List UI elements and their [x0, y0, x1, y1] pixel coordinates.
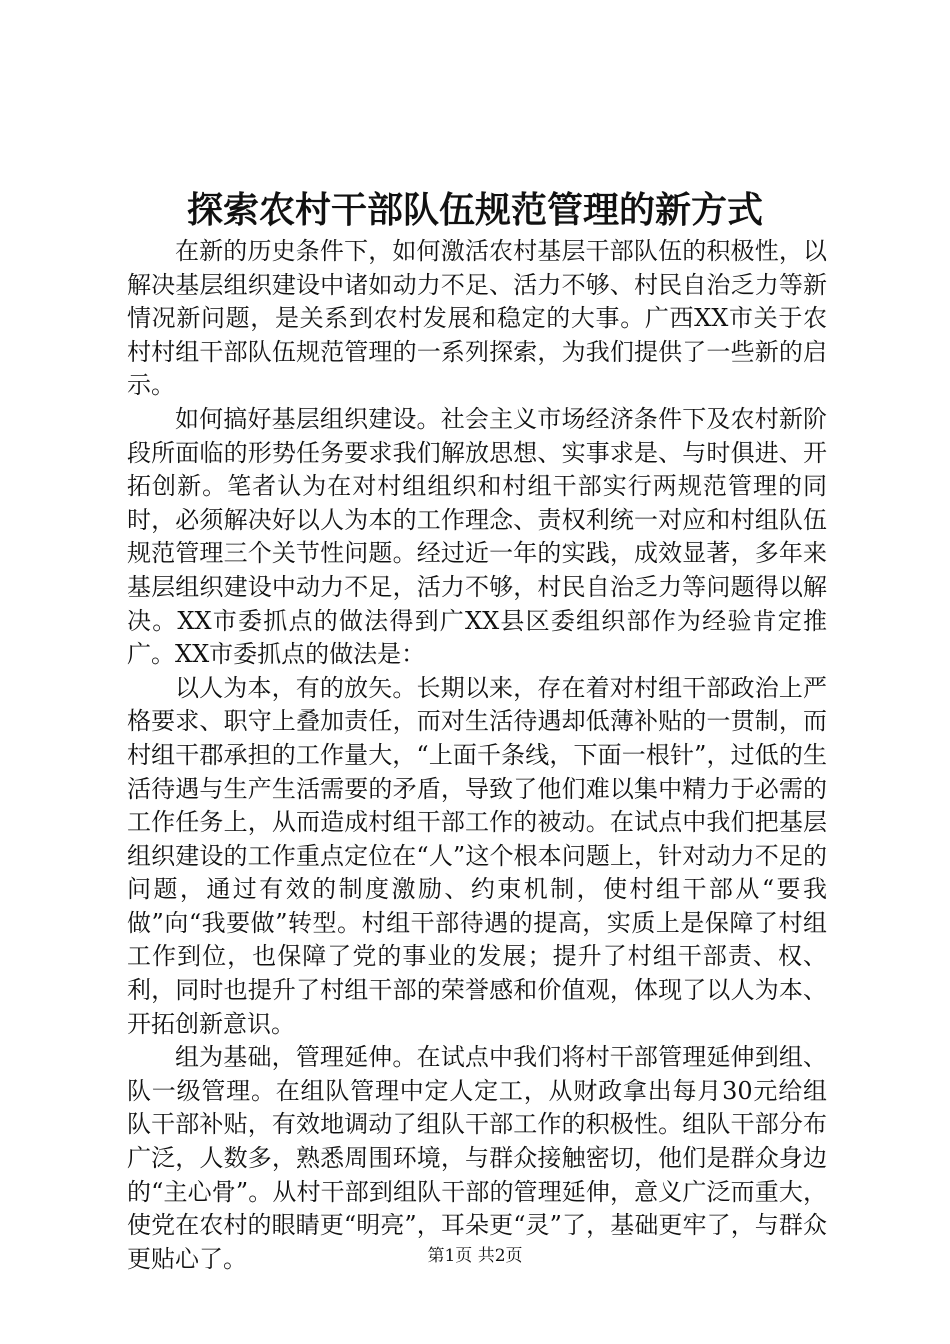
page-number: 第1页	[427, 1246, 473, 1266]
paragraph: 以人为本，有的放矢。长期以来，存在着对村组干部政治上严格要求、职守上叠加责任，而对生活待遇却低薄补贴的一贯制，而村组干郡承担的工作量大，“上面千条线，下面一根针”，过低的生活待遇与生产生活需要的矛盾，导致了他们难以集中精力于必需的工作任务上，从而造成村组干部工作的被动。在试点中我们把基层组织建设的工作重点定位在“人”这个根本问题上，针对动力不足的问题，通过有效的制度激励、约束机制，使村组干部从“要我做”向“我要做”转型。村组干部待遇的提高，实质上是保障了村组工作到位，也保障了党的事业的发展；提升了村组干部责、权、利，同时也提升了村组干部的荣誉感和价值观，体现了以人为本、开拓创新意识。	[127, 673, 827, 1038]
paragraph: 如何搞好基层组织建设。社会主义市场经济条件下及农村新阶段所面临的形势任务要求我们解放思想、实事求是、与时俱进、开拓创新。笔者认为在对村组组织和村组干部实行两规范管理的同时，必须解决好以人为本的工作理念、责权利统一对应和村组队伍规范管理三个关节性问题。经过近一年的实践，成效显著，多年来基层组织建设中动力不足，活力不够，村民自治乏力等问题得以解决。XX市委抓点的做法得到广XX县区委组织部作为经验肯定推广。XX市委抓点的做法是：	[127, 404, 827, 669]
page-total: 共2页	[477, 1246, 523, 1266]
document-body	[127, 235, 827, 1276]
paragraph: 在新的历史条件下，如何激活农村基层干部队伍的积极性，以解决基层组织建设中诸如动力不足、活力不够、村民自治乏力等新情况新问题，是关系到农村发展和稳定的大事。广西XX市关于农村村组干部队伍规范管理的一系列探索，为我们提供了一些新的启示。	[127, 237, 827, 400]
document-title: 探索农村干部队伍规范管理的新方式	[186, 189, 763, 231]
paragraph: 组为基础，管理延伸。在试点中我们将村干部管理延伸到组、队一级管理。在组队管理中定人定工，从财政拿出每月30元给组队干部补贴，有效地调动了组队干部工作的积极性。组队干部分布广泛，人数多，熟悉周围环境，与群众接触密切，他们是群众身边的“主心骨”。从村干部到组队干部的管理延伸，意义广泛而重大，使党在农村的眼睛更“明亮”，耳朵更“灵”了，基础更牢了，与群众更贴心了。	[127, 1043, 827, 1273]
page-footer	[0, 1244, 950, 1268]
